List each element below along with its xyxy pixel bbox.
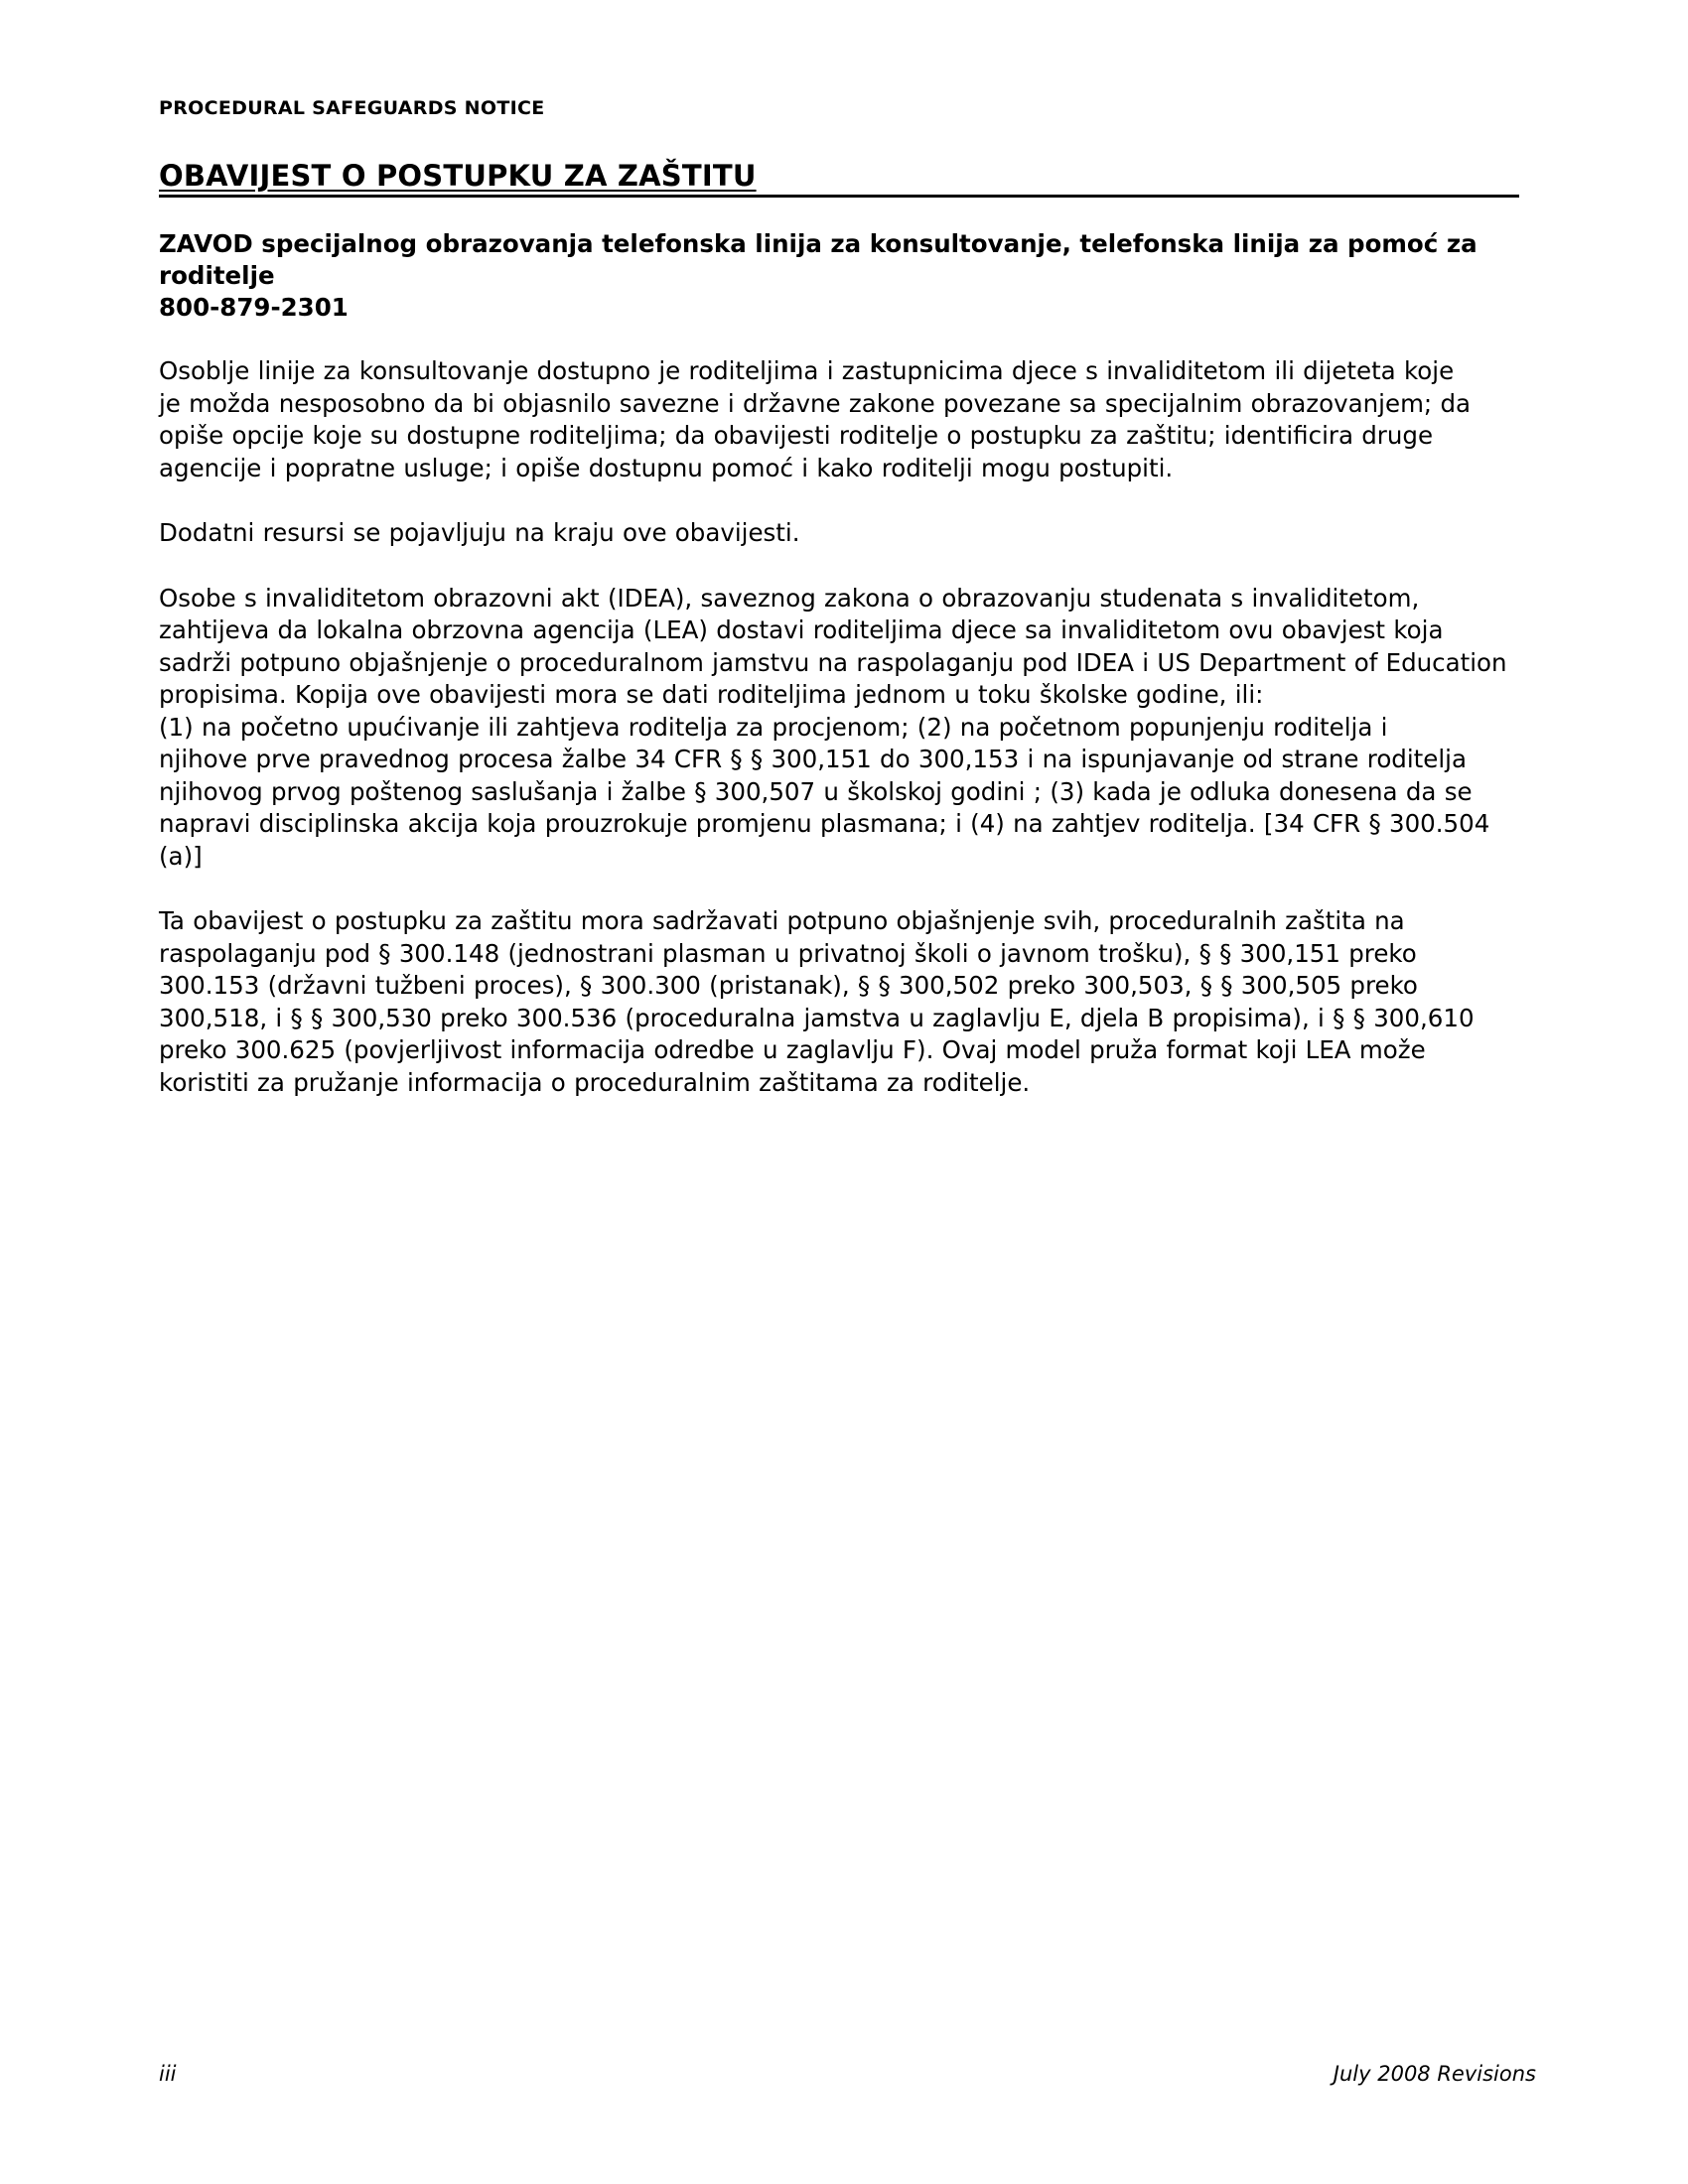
paragraph-consultation bbox=[159, 355, 1527, 484]
document-body bbox=[159, 228, 1527, 1099]
paragraph-idea bbox=[159, 583, 1527, 874]
paragraph-line: Osobe s invaliditetom obrazovni akt (IDEA), saveznog zakona o obrazovanju studenata s invaliditetom, bbox=[159, 583, 1420, 613]
paragraph-line: sadrži potpuno objašnjenje o proceduralnom jamstvu na raspolaganju pod IDEA i US Department of Education bbox=[159, 647, 1507, 677]
page-number: iii bbox=[159, 2062, 177, 2086]
helpline-phone: 800-879-2301 bbox=[159, 293, 349, 322]
paragraph-line: preko 300.625 (povjerljivost informacija odredbe u zaglavlju F). Ovaj model pruža format koji LEA može bbox=[159, 1035, 1426, 1064]
paragraph-line: propisima. Kopija ove obavijesti mora se dati roditeljima jednom u toku školske godine, ili: bbox=[159, 680, 1264, 709]
paragraph-line: Osoblje linije za konsultovanje dostupno je roditeljima i zastupnicima djece s invaliditetom ili dijeteta koje bbox=[159, 356, 1455, 385]
helpline-text: ZAVOD specijalnog obrazovanja telefonska linija za konsultovanje, telefonska linija za pomoć za roditelje bbox=[159, 229, 1477, 290]
paragraph-line: zahtijeva da lokalna obrzovna agencija (LEA) dostavi roditeljima djece sa invaliditetom ovu obavjest koja bbox=[159, 615, 1444, 644]
paragraph-line: 300,518, i § § 300,530 preko 300.536 (proceduralna jamstva u zaglavlju E, djela B propisima), i § § 300,610 bbox=[159, 1003, 1475, 1032]
paragraph-line: opiše opcije koje su dostupne roditeljima; da obavijesti roditelje o postupku za zaštitu; identificira druge bbox=[159, 421, 1434, 450]
paragraph-line: napravi disciplinska akcija koja prouzrokuje promjenu plasmana; i (4) na zahtjev roditelja. [34 CFR § 300.504 bbox=[159, 809, 1490, 838]
paragraph-line: je možda nesposobno da bi objasnilo savezne i državne zakone povezane sa specijalnim obrazovanjem; da bbox=[159, 388, 1472, 418]
paragraph-line: agencije i popratne usluge; i opiše dostupnu pomoć i kako roditelji mogu postupiti. bbox=[159, 453, 1174, 482]
title-block bbox=[159, 159, 1519, 198]
helpline-heading bbox=[159, 228, 1527, 324]
paragraph-line: njihovog prvog poštenog saslušanja i žalbe § 300,507 u školskoj godini ; (3) kada je odluka donesena da se bbox=[159, 776, 1473, 806]
revision-label: July 2008 Revisions bbox=[1333, 2062, 1536, 2086]
paragraph-line: Ta obavijest o postupku za zaštitu mora sadržavati potpuno objašnjenje svih, proceduralnih zaštita na bbox=[159, 906, 1405, 935]
paragraph-line: Dodatni resursi se pojavljuju na kraju ove obavijesti. bbox=[159, 518, 800, 547]
running-header: PROCEDURAL SAFEGUARDS NOTICE bbox=[159, 97, 545, 119]
paragraph-line: (a)] bbox=[159, 841, 203, 871]
paragraph-line: njihove prve pravednog procesa žalbe 34 CFR § § 300,151 do 300,153 i na ispunjavanje od strane roditelja bbox=[159, 745, 1467, 773]
paragraph-resources bbox=[159, 517, 1527, 550]
paragraph-line: 300.153 (državni tužbeni proces), § 300.300 (pristanak), § § 300,502 preko 300,503, § § 300,505 preko bbox=[159, 971, 1418, 1000]
paragraph-safeguards bbox=[159, 905, 1527, 1099]
paragraph-line: (1) na početno upućivanje ili zahtjeva roditelja za procjenom; (2) na početnom popunjenju roditelja i bbox=[159, 712, 1388, 742]
paragraph-line: koristiti za pružanje informacija o proceduralnim zaštitama za roditelje. bbox=[159, 1067, 1031, 1097]
document-title: OBAVIJEST O POSTUPKU ZA ZAŠTITU bbox=[159, 159, 757, 193]
paragraph-line: raspolaganju pod § 300.148 (jednostrani plasman u privatnoj školi o javnom trošku), § § 300,151 preko bbox=[159, 938, 1417, 968]
